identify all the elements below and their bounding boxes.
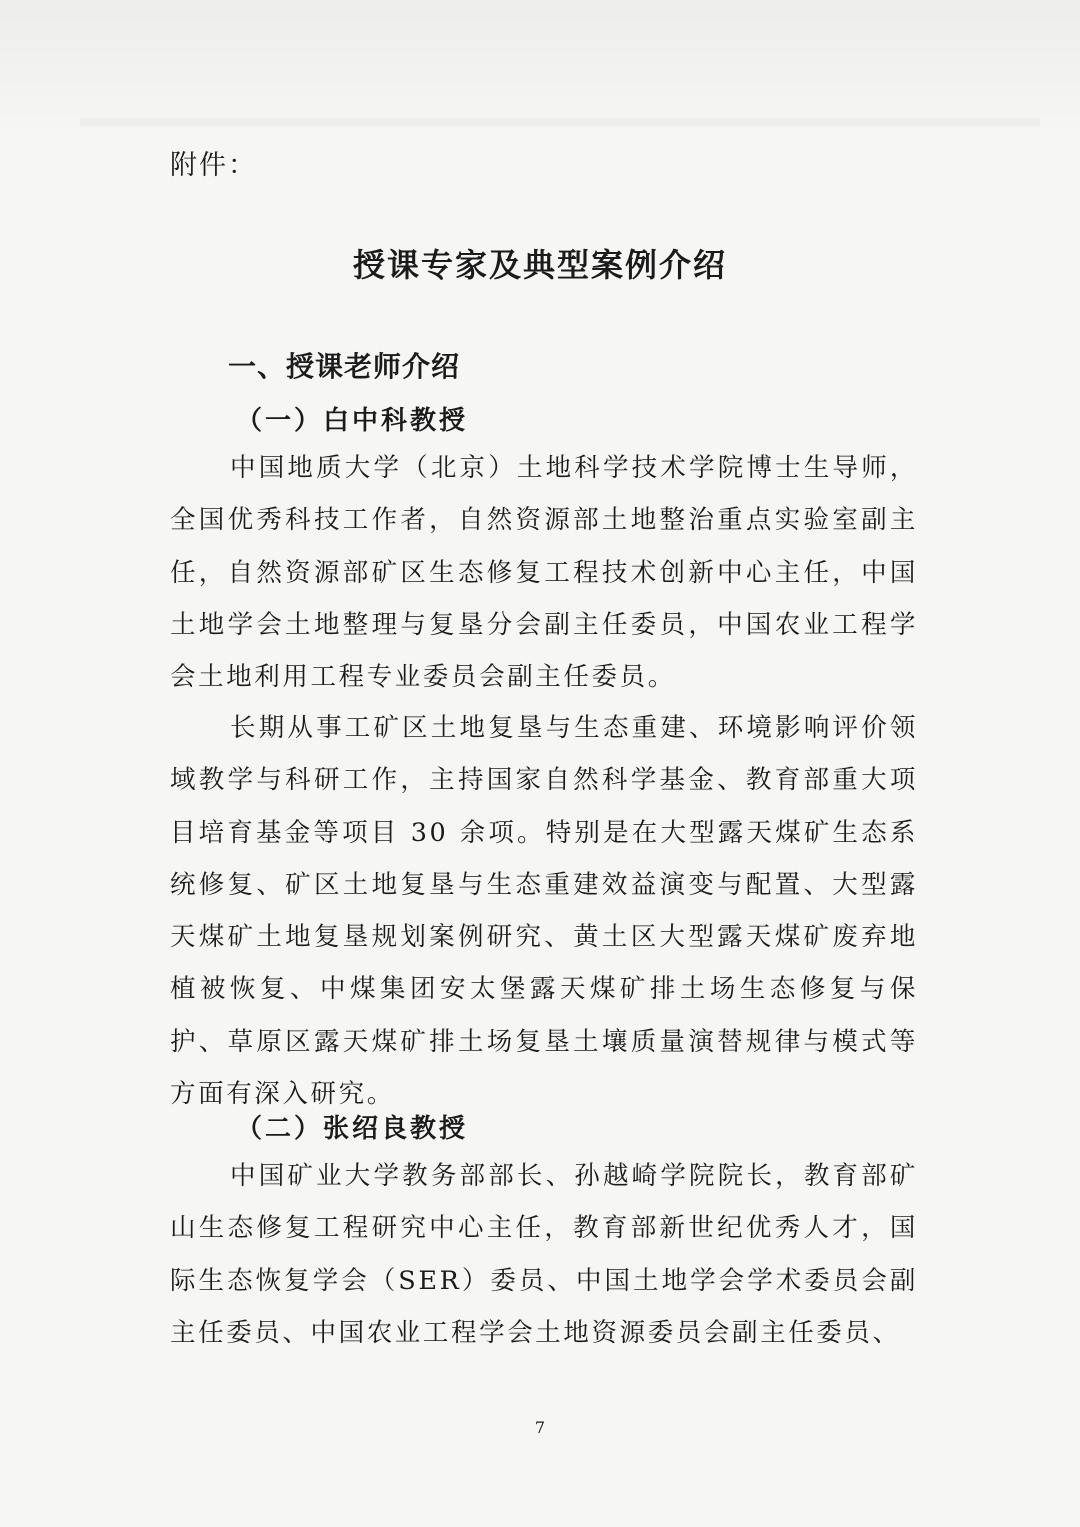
expert-bai-paragraph-2: 长期从事工矿区土地复垦与生态重建、环境影响评价领域教学与科研工作，主持国家自然科学基金、教育部重大项目培育基金等项目 30 余项。特别是在大型露天煤矿生态系统修复、矿区土地复垦与生态重建效益演变与配置、大型露天煤矿土地复垦规划案例研究、黄土区大型露天煤矿废弃地植被恢复、中煤集团安太堡露天煤矿排土场生态修复与保护、草原区露天煤矿排土场复垦土壤质量演替规律与模式等方面有深入研究。	[170, 713, 918, 1110]
expert-heading-zhang: （二）张绍良教授	[236, 1114, 469, 1144]
attachment-label: 附件：	[170, 150, 257, 181]
expert-bai-paragraph-1: 中国地质大学（北京）土地科学技术学院博士生导师，全国优秀科技工作者，自然资源部土地整治重点实验室副主任，自然资源部矿区生态修复工程技术创新中心主任，中国土地学会土地整理与复垦分会副主任委员，中国农业工程学会土地利用工程专业委员会副主任委员。	[170, 453, 918, 693]
expert-heading-bai: （一）白中科教授	[236, 406, 469, 436]
section-heading-teachers: 一、授课老师介绍	[228, 350, 461, 383]
scan-artifact	[80, 118, 1040, 126]
expert-zhang-paragraph-1: 中国矿业大学教务部部长、孙越崎学院院长，教育部矿山生态修复工程研究中心主任，教育部新世纪优秀人才，国际生态恢复学会（SER）委员、中国土地学会学术委员会副主任委员、中国农业工程学会土地资源委员会副主任委员、	[170, 1161, 918, 1348]
document-title: 授课专家及典型案例介绍	[352, 246, 727, 284]
page-number: 7	[534, 1418, 546, 1437]
